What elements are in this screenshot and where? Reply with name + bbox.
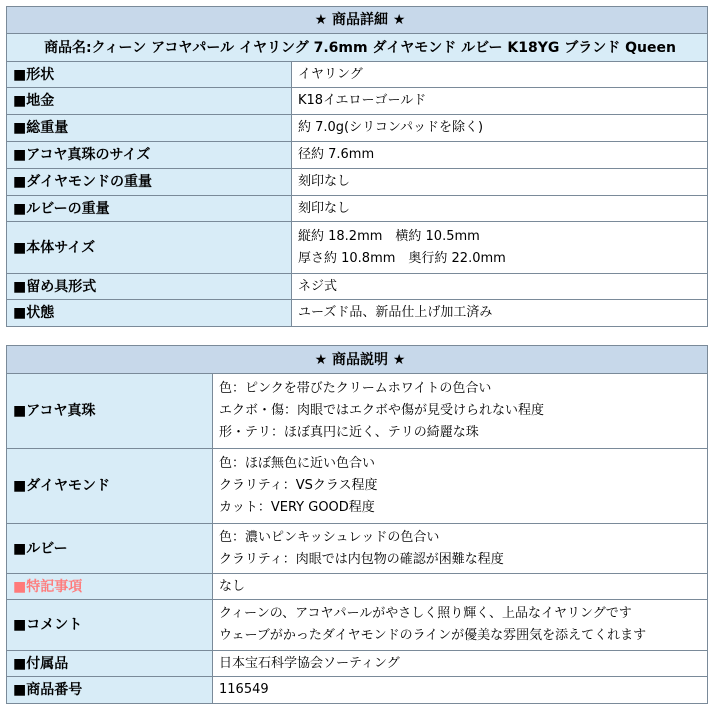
- row-label: ■コメント: [7, 600, 213, 651]
- table-row: [7, 62, 708, 88]
- row-label: ■ダイヤモンド: [7, 449, 213, 524]
- table-row: [7, 169, 708, 196]
- row-value: 縦約 18.2mm 横約 10.5mm 厚さ約 10.8mm 奥行約 22.0mm: [292, 222, 708, 274]
- row-label: ■付属品: [7, 651, 213, 677]
- description-header: ★ 商品説明 ★: [7, 346, 708, 374]
- table-row: [7, 300, 708, 327]
- row-label: ■留め具形式: [7, 274, 292, 300]
- row-label: ■総重量: [7, 115, 292, 142]
- table-row: [7, 449, 708, 524]
- product-name-row: [7, 34, 708, 62]
- row-value: なし: [213, 574, 708, 600]
- row-value: イヤリング: [292, 62, 708, 88]
- row-value: 刻印なし: [292, 169, 708, 196]
- row-label: ■状態: [7, 300, 292, 327]
- table-row: [7, 677, 708, 704]
- details-header-row: [7, 7, 708, 34]
- row-value: 116549: [213, 677, 708, 704]
- table-row: [7, 142, 708, 169]
- row-label: ■ルビーの重量: [7, 196, 292, 222]
- row-label: ■形状: [7, 62, 292, 88]
- table-row: [7, 651, 708, 677]
- table-row: [7, 274, 708, 300]
- table-row: [7, 115, 708, 142]
- row-label: ■アコヤ真珠のサイズ: [7, 142, 292, 169]
- row-value: 刻印なし: [292, 196, 708, 222]
- row-label: ■本体サイズ: [7, 222, 292, 274]
- row-label: ■ルビー: [7, 524, 213, 574]
- row-value: 色：ピンクを帯びたクリームホワイトの色合い エクボ・傷：肉眼ではエクボや傷が見受けられない程度 形・テリ：ほぼ真円に近く、テリの綺麗な珠: [213, 374, 708, 449]
- table-row: [7, 88, 708, 115]
- row-value: 色：濃いピンキッシュレッドの色合い クラリティ：肉眼では内包物の確認が困難な程度: [213, 524, 708, 574]
- description-header-row: [7, 346, 708, 374]
- table-row: [7, 524, 708, 574]
- row-value: クィーンの、アコヤパールがやさしく照り輝く、上品なイヤリングです ウェーブがかったダイヤモンドのラインが優美な雰囲気を添えてくれます: [213, 600, 708, 651]
- row-value: 径約 7.6mm: [292, 142, 708, 169]
- table-row: [7, 374, 708, 449]
- row-value: 日本宝石科学協会ソーティング: [213, 651, 708, 677]
- table-row: [7, 600, 708, 651]
- row-value: K18イエローゴールド: [292, 88, 708, 115]
- row-label: ■地金: [7, 88, 292, 115]
- table-row: [7, 574, 708, 600]
- row-label: ■アコヤ真珠: [7, 374, 213, 449]
- table-row: [7, 222, 708, 274]
- row-label-highlight: ■特記事項: [7, 574, 213, 600]
- row-value: 約 7.0g(シリコンパッドを除く): [292, 115, 708, 142]
- row-label: ■ダイヤモンドの重量: [7, 169, 292, 196]
- row-value: ネジ式: [292, 274, 708, 300]
- product-name: 商品名:クィーン アコヤパール イヤリング 7.6mm ダイヤモンド ルビー K18YG ブランド Queen: [7, 34, 708, 62]
- details-header: ★ 商品詳細 ★: [7, 7, 708, 34]
- description-table: [6, 345, 708, 704]
- row-label: ■商品番号: [7, 677, 213, 704]
- details-table: [6, 6, 708, 327]
- row-value: 色：ほぼ無色に近い色合い クラリティ：VSクラス程度 カット：VERY GOOD程度: [213, 449, 708, 524]
- row-value: ユーズド品、新品仕上げ加工済み: [292, 300, 708, 327]
- table-row: [7, 196, 708, 222]
